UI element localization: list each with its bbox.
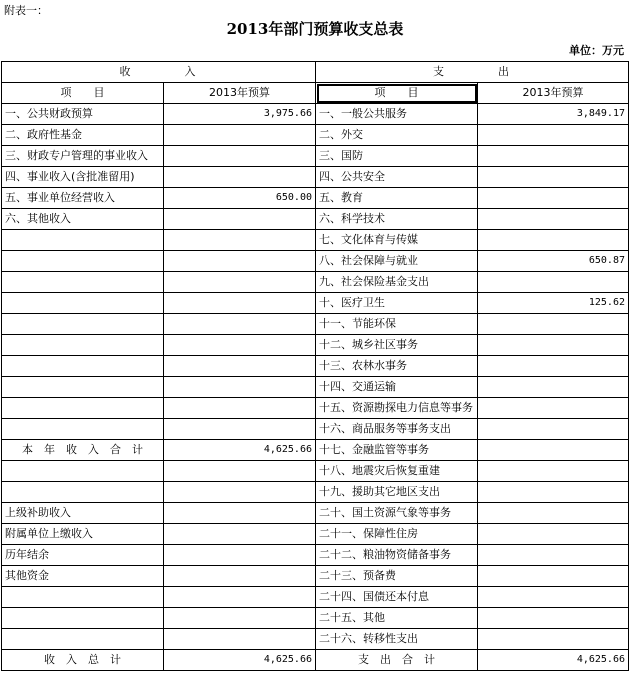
expense-value-cell: [478, 398, 629, 419]
expense-item-cell: 十八、地震灾后恢复重建: [316, 461, 478, 482]
income-item-cell: [2, 629, 164, 650]
expense-budget-header: 2013年预算: [478, 83, 629, 104]
income-budget-header: 2013年预算: [164, 83, 316, 104]
income-value-cell: [164, 377, 316, 398]
table-row: [2, 377, 629, 398]
table-row: [2, 104, 629, 125]
expense-value-cell: [478, 209, 629, 230]
table-row: [2, 545, 629, 566]
expense-value-cell: [478, 524, 629, 545]
income-value-cell: [164, 629, 316, 650]
table-row: [2, 608, 629, 629]
income-value-cell: [164, 482, 316, 503]
expense-item-cell: 五、教育: [316, 188, 478, 209]
income-value-cell: [164, 524, 316, 545]
income-item-cell: [2, 377, 164, 398]
income-value-cell: [164, 146, 316, 167]
income-item-cell: [2, 398, 164, 419]
income-value-cell: [164, 608, 316, 629]
expense-value-cell: [478, 608, 629, 629]
budget-table: [1, 61, 629, 671]
expense-value-cell: [478, 629, 629, 650]
income-item-cell: 一、公共财政预算: [2, 104, 164, 125]
expense-value-cell: [478, 482, 629, 503]
expense-item-cell: 九、社会保险基金支出: [316, 272, 478, 293]
expense-item-cell: 二十一、保障性住房: [316, 524, 478, 545]
table-row: [2, 440, 629, 461]
expense-total-value: 4,625.66: [478, 650, 629, 671]
income-item-cell: 本 年 收 入 合 计: [2, 440, 164, 461]
expense-value-cell: [478, 587, 629, 608]
expense-item-header[interactable]: 项 目: [316, 83, 478, 104]
table-row: [2, 461, 629, 482]
income-item-cell: 其他资金: [2, 566, 164, 587]
expense-value-cell: [478, 125, 629, 146]
table-row: [2, 335, 629, 356]
income-value-cell: 3,975.66: [164, 104, 316, 125]
table-row: [2, 524, 629, 545]
expense-item-cell: 十三、农林水事务: [316, 356, 478, 377]
income-item-cell: 三、财政专户管理的事业收入: [2, 146, 164, 167]
income-item-cell: 五、事业单位经营收入: [2, 188, 164, 209]
table-row: [2, 125, 629, 146]
income-item-cell: [2, 230, 164, 251]
table-row: [2, 629, 629, 650]
income-value-cell: [164, 230, 316, 251]
income-value-cell: [164, 419, 316, 440]
income-item-cell: [2, 608, 164, 629]
income-value-cell: [164, 335, 316, 356]
expense-item-cell: 二十、国土资源气象等事务: [316, 503, 478, 524]
income-item-cell: 四、事业收入(含批准留用): [2, 167, 164, 188]
expense-item-cell: 二十三、预备费: [316, 566, 478, 587]
expense-item-cell: 八、社会保障与就业: [316, 251, 478, 272]
table-row: [2, 167, 629, 188]
expense-item-cell: 十六、商品服务等事务支出: [316, 419, 478, 440]
expense-item-cell: 十、医疗卫生: [316, 293, 478, 314]
income-total-label: 收 入 总 计: [2, 650, 164, 671]
table-row: [2, 482, 629, 503]
expense-item-cell: 二十五、其他: [316, 608, 478, 629]
expense-item-cell: 六、科学技术: [316, 209, 478, 230]
expense-value-cell: 650.87: [478, 251, 629, 272]
expense-value-cell: [478, 335, 629, 356]
unit-label: 单位：万元: [569, 44, 624, 57]
expense-value-cell: [478, 314, 629, 335]
table-row: [2, 314, 629, 335]
income-item-cell: 上级补助收入: [2, 503, 164, 524]
expense-value-cell: [478, 146, 629, 167]
income-item-cell: [2, 251, 164, 272]
income-value-cell: [164, 167, 316, 188]
expense-value-cell: [478, 503, 629, 524]
expense-value-cell: [478, 188, 629, 209]
income-section-header: 收 入: [2, 62, 316, 83]
expense-value-cell: [478, 566, 629, 587]
income-value-cell: [164, 251, 316, 272]
table-body: [2, 62, 629, 671]
income-value-cell: 4,625.66: [164, 440, 316, 461]
expense-value-cell: [478, 230, 629, 251]
income-item-cell: [2, 587, 164, 608]
expense-total-label: 支 出 合 计: [316, 650, 478, 671]
income-value-cell: [164, 209, 316, 230]
income-value-cell: 650.00: [164, 188, 316, 209]
income-item-header: 项 目: [2, 83, 164, 104]
expense-value-cell: 125.62: [478, 293, 629, 314]
income-item-cell: [2, 482, 164, 503]
income-item-cell: 历年结余: [2, 545, 164, 566]
expense-item-cell: 四、公共安全: [316, 167, 478, 188]
attachment-label: 附表一：: [4, 4, 48, 17]
income-item-cell: [2, 419, 164, 440]
expense-value-cell: [478, 461, 629, 482]
table-row: [2, 293, 629, 314]
table-row: [2, 230, 629, 251]
income-value-cell: [164, 566, 316, 587]
income-item-cell: 六、其他收入: [2, 209, 164, 230]
table-row: [2, 398, 629, 419]
income-value-cell: [164, 503, 316, 524]
expense-section-header: 支 出: [316, 62, 629, 83]
header-row-sections: [2, 62, 629, 83]
income-value-cell: [164, 125, 316, 146]
table-row: [2, 272, 629, 293]
income-value-cell: [164, 314, 316, 335]
expense-value-cell: [478, 545, 629, 566]
expense-item-cell: 二、外交: [316, 125, 478, 146]
expense-item-cell: 三、国防: [316, 146, 478, 167]
income-value-cell: [164, 272, 316, 293]
expense-value-cell: [478, 377, 629, 398]
income-item-cell: [2, 272, 164, 293]
expense-value-cell: [478, 419, 629, 440]
income-value-cell: [164, 587, 316, 608]
income-value-cell: [164, 293, 316, 314]
expense-item-cell: 二十二、粮油物资储备事务: [316, 545, 478, 566]
income-item-cell: [2, 356, 164, 377]
income-value-cell: [164, 398, 316, 419]
income-item-cell: [2, 314, 164, 335]
income-item-cell: [2, 335, 164, 356]
income-value-cell: [164, 545, 316, 566]
table-row: [2, 146, 629, 167]
expense-value-cell: [478, 272, 629, 293]
income-item-cell: [2, 461, 164, 482]
expense-item-cell: 十一、节能环保: [316, 314, 478, 335]
table-row: [2, 587, 629, 608]
income-item-cell: 附属单位上缴收入: [2, 524, 164, 545]
income-value-cell: [164, 356, 316, 377]
table-row: [2, 209, 629, 230]
table-row: [2, 188, 629, 209]
expense-value-cell: [478, 167, 629, 188]
table-row: [2, 566, 629, 587]
totals-row: [2, 650, 629, 671]
expense-item-cell: 二十六、转移性支出: [316, 629, 478, 650]
table-row: [2, 419, 629, 440]
income-item-cell: [2, 293, 164, 314]
expense-item-cell: 一、一般公共服务: [316, 104, 478, 125]
expense-item-cell: 二十四、国债还本付息: [316, 587, 478, 608]
expense-value-cell: [478, 440, 629, 461]
header-row-columns: [2, 83, 629, 104]
expense-item-cell: 十七、金融监管等事务: [316, 440, 478, 461]
expense-item-cell: 七、文化体育与传媒: [316, 230, 478, 251]
page-title: 2013年部门预算收支总表: [226, 20, 404, 38]
expense-item-cell: 十四、交通运输: [316, 377, 478, 398]
table-row: [2, 251, 629, 272]
expense-item-cell: 十二、城乡社区事务: [316, 335, 478, 356]
expense-value-cell: [478, 356, 629, 377]
income-item-cell: 二、政府性基金: [2, 125, 164, 146]
income-total-value: 4,625.66: [164, 650, 316, 671]
expense-value-cell: 3,849.17: [478, 104, 629, 125]
table-row: [2, 356, 629, 377]
income-value-cell: [164, 461, 316, 482]
expense-item-cell: 十五、资源勘探电力信息等事务: [316, 398, 478, 419]
expense-item-cell: 十九、援助其它地区支出: [316, 482, 478, 503]
table-row: [2, 503, 629, 524]
